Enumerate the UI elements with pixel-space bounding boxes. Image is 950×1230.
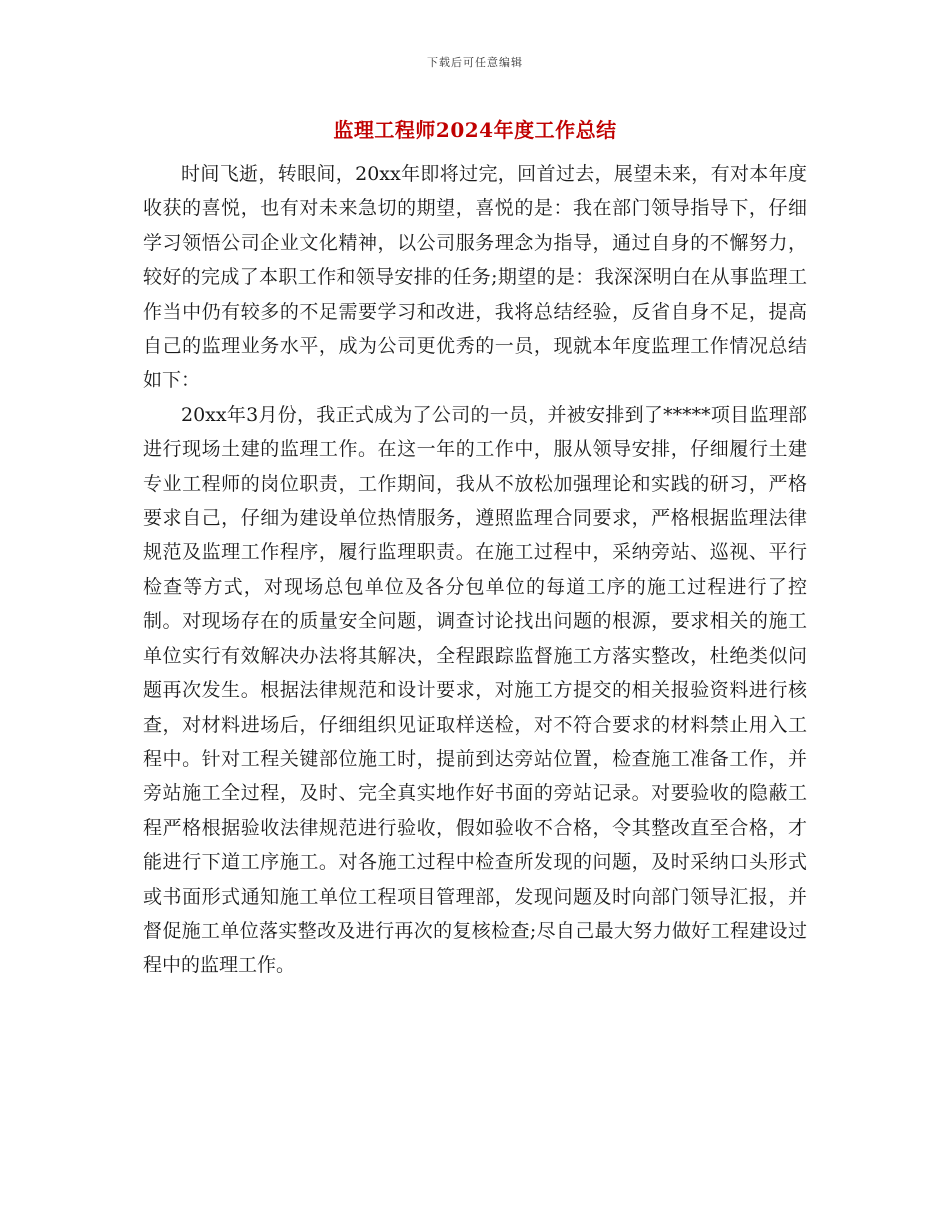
header-note: 下载后可任意编辑 xyxy=(427,56,523,69)
paragraph-work-summary: 20xx年3月份，我正式成为了公司的一员，并被安排到了*****项目监理部进行现场土建的监理工作。在这一年的工作中，服从领导安排，仔细履行土建专业工程师的岗位职责，工作期间，我从不放松加强理论和实践的研习，严格要求自己，仔细为建设单位热情服务，遵照监理合同要求，严格根据监理法律规范及监理工作程序，履行监理职责。在施工过程中，采纳旁站、巡视、平行检查等方式，对现场总包单位及各分包单位的每道工序的施工过程进行了控制。对现场存在的质量安全问题，调查讨论找出问题的根源，要求相关的施工单位实行有效解决办法将其解决，全程跟踪监督施工方落实整改，杜绝类似问题再次发生。根据法律规范和设计要求，对施工方提交的相关报验资料进行核查，对材料进场后，仔细组织见证取样送检，对不符合要求的材料禁止用入工程中。针对工程关键部位施工时，提前到达旁站位置，检查施工准备工作，并旁站施工全过程，及时、完全真实地作好书面的旁站记录。对要验收的隐蔽工程严格根据验收法律规范进行验收，假如验收不合格，令其整改直至合格，才能进行下道工序施工。对各施工过程中检查所发现的问题，及时采纳口头形式或书面形式通知施工单位工程项目管理部，发现问题及时向部门领导汇报，并督促施工单位落实整改及进行再次的复核检查;尽自己最大努力做好工程建设过程中的监理工作。 xyxy=(143,403,807,977)
document-body xyxy=(143,157,807,983)
paragraph-intro: 时间飞逝，转眼间，20xx年即将过完，回首过去，展望未来，有对本年度收获的喜悦，也有对未来急切的期望，喜悦的是：我在部门领导指导下，仔细学习领悟公司企业文化精神，以公司服务理念为指导，通过自身的不懈努力，较好的完成了本职工作和领导安排的任务;期望的是：我深深明白在从事监理工作当中仍有较多的不足需要学习和改进，我将总结经验，反省自身不足，提高自己的监理业务水平，成为公司更优秀的一员，现就本年度监理工作情况总结如下： xyxy=(143,163,807,392)
document-title: 监理工程师2024年度工作总结 xyxy=(333,118,617,142)
